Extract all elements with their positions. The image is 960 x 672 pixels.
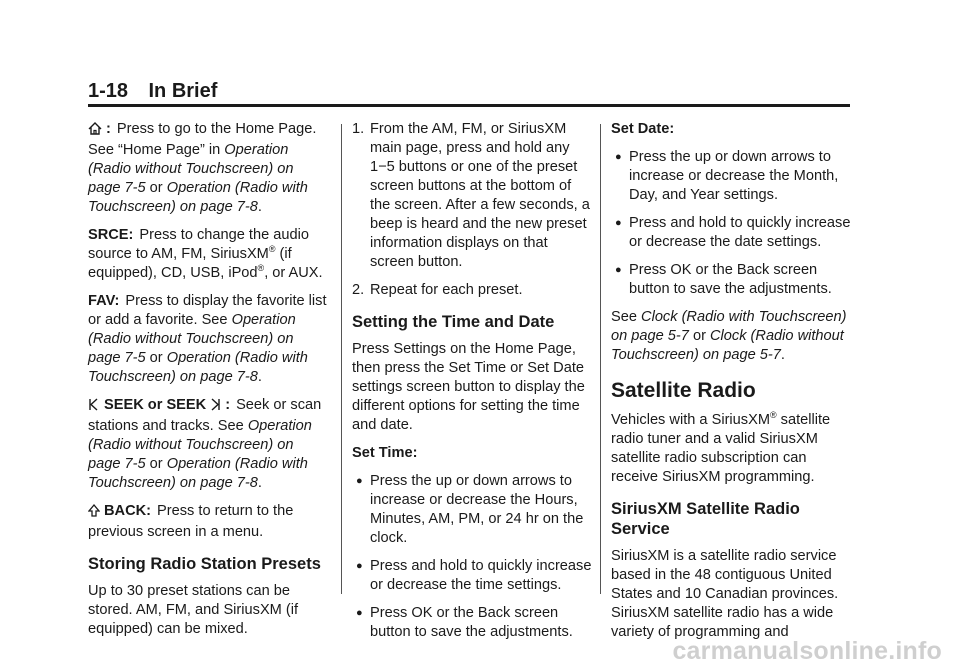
clock-ref-2: Clock (Radio without Touchscreen) on page 5-7 [611,328,844,363]
fav-paragraph [88,292,330,387]
page-number: 1-18 [88,80,129,102]
fav-end: . [257,369,262,385]
seek-end: . [257,475,262,491]
bullet-text: Press the up or down arrows to increase or decrease the Month, Day, and Year settings. [629,149,839,203]
list-item [611,148,853,205]
list-item [352,557,592,595]
bullet-text: Press the up or down arrows to increase or decrease the Hours, Minutes, AM, PM, or 24 hr on the clock. [370,473,584,546]
seek-text: Seek or scan stations and tracks. See [88,397,322,434]
step-number: 1. [352,121,365,137]
seek-ref-1: Operation (Radio without Touchscreen) on page 7-5 [88,418,312,472]
presets-text: Up to 30 preset stations can be stored. AM, FM, and SiriusXM (if equipped) can be mixed. [88,583,299,637]
registered-mark: ® [257,263,265,274]
step-text: Repeat for each preset. [370,282,523,298]
set-time-label: Set Time: [352,445,418,461]
seek-label-a: SEEK or SEEK [104,397,207,413]
clock-or: or [688,328,710,344]
srce-text-b: (if equipped), CD, USB, iPod [88,246,292,281]
back-paragraph [88,502,330,542]
home-paragraph [88,120,330,217]
bullet-icon: ● [356,607,363,619]
seek-back-icon [88,398,100,417]
seek-forward-icon [209,398,221,417]
clock-reference [611,308,853,365]
list-item [352,604,592,642]
bullet-icon: ● [615,151,622,163]
column-divider [341,124,342,594]
home-ref-1: Operation (Radio without Touchscreen) on page 7-5 [88,142,294,196]
list-item [352,120,592,272]
bullet-text: Press and hold to quickly increase or decrease the time settings. [370,558,592,593]
column-1 [88,120,330,648]
bullet-text: Press and hold to quickly increase or decrease the date settings. [629,215,851,250]
srce-paragraph [88,226,330,283]
satellite-radio-text [611,411,853,487]
bullet-icon: ● [615,264,622,276]
list-item [611,214,853,252]
home-or: or [145,180,167,196]
list-item [352,472,592,548]
list-item [611,261,853,299]
back-arrow-icon [88,504,100,523]
home-icon [88,122,102,141]
home-text: Press to go to the Home Page. See “Home Page” in [88,121,317,158]
fav-ref-2: Operation (Radio with Touchscreen) on page 7-8 [88,350,308,385]
clock-ref-1: Clock (Radio with Touchscreen) on page 5-7 [611,309,847,344]
fav-ref-1: Operation (Radio without Touchscreen) on page 7-5 [88,312,296,366]
bullet-text: Press OK or the Back screen button to save the adjustments. [629,262,832,297]
home-label: : [106,121,111,137]
back-text: Press to return to the previous screen in a menu. [88,503,294,540]
bullet-text: Press OK or the Back screen button to save the adjustments. [370,605,573,640]
registered-mark: ® [268,244,276,255]
watermark: carmanualsonline.info [672,637,942,665]
see-text: See [611,309,642,325]
time-date-text: Press Settings on the Home Page, then press the Set Time or Set Date settings screen button to display the different options for setting the time and date. [352,341,585,433]
seek-or: or [145,456,167,472]
seek-ref-2: Operation (Radio with Touchscreen) on page 7-8 [88,456,308,491]
srce-text-c: , or AUX. [264,265,323,281]
step-number: 2. [352,282,365,298]
bullet-icon: ● [615,217,622,229]
list-item [352,281,592,300]
siriusxm-service-heading: SiriusXM Satellite Radio Service [611,500,800,538]
section-title: In Brief [148,80,218,102]
column-divider [600,124,601,594]
home-ref-2: Operation (Radio with Touchscreen) on page 7-8 [88,180,308,215]
bullet-icon: ● [356,475,363,487]
fav-label: FAV: [88,293,120,309]
column-3 [611,120,853,651]
column-2 [352,120,592,651]
set-date-label: Set Date: [611,121,675,137]
registered-mark: ® [769,410,777,421]
srce-label: SRCE: [88,227,134,243]
step-text: From the AM, FM, or SiriusXM main page, press and hold any 1−5 buttons or one of the preset screen buttons at the bottom of the screen. After a few seconds, a beep is heard and the new preset information displays on that screen button. [370,121,590,270]
page-header [88,80,850,107]
back-label: BACK: [104,503,152,519]
sat-text-a: Vehicles with a SiriusXM [611,412,770,428]
clock-end: . [780,347,785,363]
bullet-icon: ● [356,560,363,572]
time-date-heading: Setting the Time and Date [352,313,555,331]
srce-text-a: Press to change the audio source to AM, FM, SiriusXM [88,227,309,262]
seek-paragraph [88,396,330,493]
presets-heading: Storing Radio Station Presets [88,555,321,573]
siriusxm-service-text: SiriusXM is a satellite radio service based in the 48 contiguous United States and 10 Canadian provinces. SiriusXM satellite radio has a wide variety of programming and [611,548,839,640]
seek-label-b: : [225,397,231,413]
fav-text: Press to display the favorite list or add a favorite. See [88,293,327,328]
fav-or: or [145,350,167,366]
sat-text-b: satellite radio tuner and a valid SiriusXM satellite radio subscription can receive SiriusXM programming. [611,412,831,485]
satellite-radio-heading: Satellite Radio [611,379,756,402]
home-end: . [257,199,262,215]
